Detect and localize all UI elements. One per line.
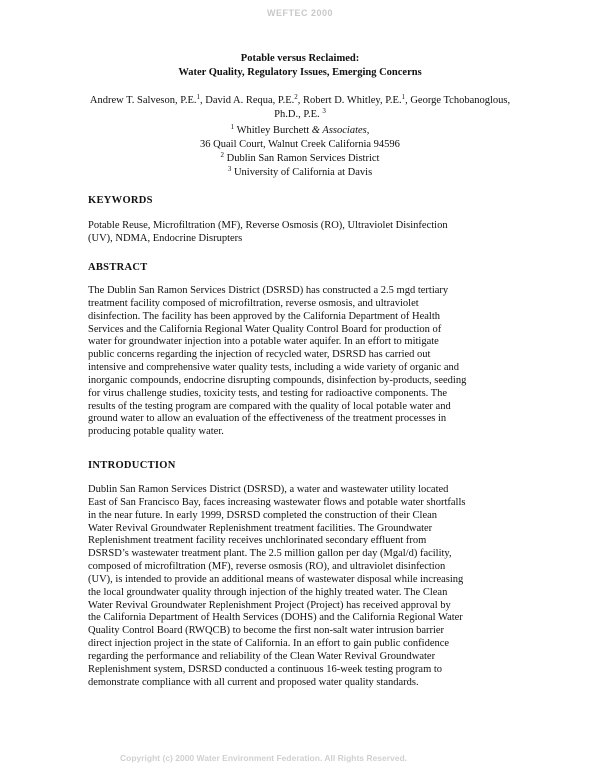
author-list: [80, 94, 520, 122]
keywords-heading: KEYWORDS: [88, 195, 153, 206]
abstract-line: disinfection. The facility has been approved by the California Department of Health: [88, 310, 441, 322]
introduction-line: East of San Francisco Bay, faces increasing wastewater flows and potable water shortfalls: [88, 496, 466, 508]
introduction-line: the local groundwater quality through injection of the highly treated water. The Clean: [88, 586, 448, 598]
affiliation-1: [80, 124, 520, 138]
abstract-line: inorganic compounds, endocrine disrupting compounds, disinfection by-products, seeding: [88, 374, 467, 386]
abstract-heading: ABSTRACT: [88, 262, 148, 273]
title-line-1: Potable versus Reclaimed:: [240, 53, 360, 64]
abstract-line: producing potable quality water.: [88, 426, 224, 438]
affiliation-1-italic: & Associates: [311, 125, 367, 136]
affiliation-1-address: 36 Quail Court, Walnut Creek California 94596: [200, 139, 400, 150]
introduction-line: in the near future. In early 1999, DSRSD completed the construction of their Clean: [88, 509, 438, 521]
author-requa: , David A. Requa, P.E.: [200, 95, 295, 106]
keywords-text: [88, 220, 518, 246]
introduction-line: demonstrate compliance with all current and proposed water quality standards.: [88, 676, 419, 688]
abstract-line: treatment facility composed of microfiltration, reverse osmosis, and ultraviolet: [88, 297, 419, 309]
introduction-line: composed of microfiltration (MF), reverse osmosis (RO), and ultraviolet disinfection: [88, 561, 446, 573]
introduction-line: Dublin San Ramon Services District (DSRSD), a water and wastewater utility located: [88, 484, 449, 495]
introduction-line: the California Department of Health Services (DOHS) and the California Regional Water: [88, 612, 463, 624]
affiliation-2-name: Dublin San Ramon Services District: [226, 153, 380, 164]
keywords-line: Potable Reuse, Microfiltration (MF), Reverse Osmosis (RO), Ultraviolet Disinfection: [88, 220, 448, 231]
title-line-2: Water Quality, Regulatory Issues, Emerging Concerns: [178, 67, 422, 78]
abstract-line: ground water to allow an evaluation of the effectiveness of the treatment processes in: [88, 413, 447, 425]
author-sup: 2: [294, 93, 298, 101]
abstract-line: Services and the California Regional Water Quality Control Board for production of: [88, 323, 442, 335]
introduction-line: Replenishment system, DSRSD conducted a continuous 16-week testing program to: [88, 663, 443, 675]
keywords-line: (UV), NDMA, Endocrine Disrupters: [88, 232, 243, 244]
abstract-line: results of the testing program are compared with the quality of local potable water and: [88, 400, 451, 412]
paper-title: [0, 52, 600, 80]
author-sup: 3: [322, 107, 326, 115]
affiliation-3: [80, 166, 520, 180]
affiliation-1-name: Whitley Burchett: [236, 125, 312, 136]
author-salveson: Andrew T. Salveson, P.E.: [89, 95, 197, 106]
author-sup: 1: [196, 93, 201, 101]
affiliations: [80, 124, 520, 180]
author-whitley: , Robert D. Whitley, P.E.: [297, 95, 402, 106]
conference-watermark: WEFTEC 2000: [266, 8, 334, 18]
introduction-line: Water Revival Groundwater Replenishment treatment facilities. The Groundwater: [88, 522, 433, 534]
introduction-text: [88, 484, 518, 690]
introduction-line: Replenishment treatment facility receives unchlorinated secondary effluent from: [88, 535, 427, 547]
introduction-line: Quality Control Board (RWQCB) to become the first non-salt water intrusion barrier: [88, 625, 445, 637]
abstract-line: water for groundwater injection into a potable water aquifer. In an effort to mitigate: [88, 336, 439, 348]
introduction-line: regarding the performance and reliability of the Clean Water Revival Groundwater: [88, 650, 436, 662]
author-sup: 1: [401, 93, 406, 101]
abstract-line: for virus challenge studies, toxicity tests, and testing for radioactive components. The: [88, 387, 448, 399]
abstract-line: intensive and comprehensive water quality tests, including a wide variety of organic and: [88, 362, 459, 374]
introduction-line: Water Revival Groundwater Replenishment Project (Project) has received approval by: [88, 599, 451, 611]
affiliation-1-comma: ,: [366, 125, 370, 136]
affiliation-3-name: University of California at Davis: [233, 167, 373, 178]
introduction-line: DSRSD’s wastewater treatment plant. The 2.5 million gallon per day (Mgal/d) facility,: [88, 548, 452, 560]
affiliation-sup: 3: [227, 165, 232, 173]
introduction-line: (UV), is intended to provide an additional means of wastewater disposal while increasing: [88, 573, 464, 585]
affiliation-2: [80, 152, 520, 166]
affiliation-sup: 1: [230, 123, 235, 131]
abstract-text: [88, 285, 518, 439]
introduction-heading: INTRODUCTION: [88, 460, 176, 471]
introduction-line: direct injection project in the state of California. In an effort to gain public confidence: [88, 638, 450, 650]
author-tchobanoglous: , George Tchobanoglous, Ph.D., P.E.: [274, 95, 511, 120]
affiliation-sup: 2: [220, 151, 225, 159]
abstract-line: The Dublin San Ramon Services District (DSRSD) has constructed a 2.5 mgd tertiary: [88, 285, 449, 296]
copyright-watermark: Copyright (c) 2000 Water Environment Federation. All Rights Reserved.: [120, 753, 408, 763]
abstract-line: public concerns regarding the injection of recycled water, DSRSD has carried out: [88, 349, 431, 361]
